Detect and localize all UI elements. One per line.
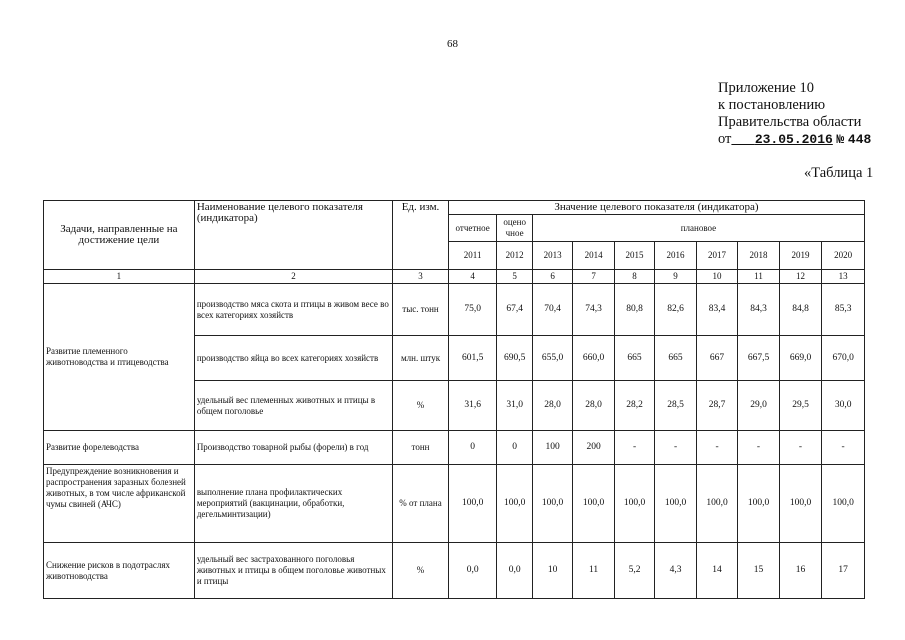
header-reported: отчетное <box>448 215 497 242</box>
indicator-cell: удельный вес застрахованного поголовья животных и птицы в общем поголовье животных и птицы <box>194 543 392 599</box>
column-number-cell: 13 <box>822 270 865 284</box>
task-cell: Развитие племенного животноводства и птицеводства <box>44 284 195 431</box>
value-cell: 11 <box>573 543 614 599</box>
value-cell: 100,0 <box>497 465 532 543</box>
indicator-cell: выполнение плана профилактических мероприятий (вакцинации, обработки, дегельминтизации) <box>194 465 392 543</box>
value-cell: 100,0 <box>448 465 497 543</box>
value-cell: 665 <box>655 336 696 381</box>
value-cell: 100,0 <box>573 465 614 543</box>
task-cell: Снижение рисков в подотраслях животноводства <box>44 543 195 599</box>
appendix-line-2: к постановлению <box>718 97 826 113</box>
year-cell: 2011 <box>448 242 497 270</box>
column-numbers-row <box>44 270 865 284</box>
value-cell: 100,0 <box>822 465 865 543</box>
value-cell: 31,0 <box>497 381 532 431</box>
value-cell: 74,3 <box>573 284 614 336</box>
table-row <box>44 465 865 543</box>
value-cell: 655,0 <box>532 336 572 381</box>
value-cell: 667,5 <box>738 336 779 381</box>
header-planned: плановое <box>532 215 864 242</box>
indicator-cell: производство яйца во всех категориях хозяйств <box>194 336 392 381</box>
value-cell: 670,0 <box>822 336 865 381</box>
value-cell: 5,2 <box>614 543 654 599</box>
value-cell: 100,0 <box>696 465 737 543</box>
appendix-line-1: Приложение 10 <box>718 80 814 96</box>
value-cell: 0 <box>448 431 497 465</box>
value-cell: 84,8 <box>779 284 822 336</box>
appendix-number: 448 <box>847 132 872 147</box>
value-cell: 665 <box>614 336 654 381</box>
page-number: 68 <box>447 38 458 50</box>
header-tasks: Задачи, направленные на достижение цели <box>44 201 195 270</box>
value-cell: 100,0 <box>532 465 572 543</box>
column-number-cell: 3 <box>393 270 449 284</box>
value-cell: - <box>779 431 822 465</box>
header-estimated: оцено чное <box>497 215 532 242</box>
value-cell: 28,5 <box>655 381 696 431</box>
value-cell: 29,0 <box>738 381 779 431</box>
value-cell: 30,0 <box>822 381 865 431</box>
year-cell: 2014 <box>573 242 614 270</box>
unit-cell: тыс. тонн <box>393 284 449 336</box>
value-cell: - <box>696 431 737 465</box>
value-cell: 0 <box>497 431 532 465</box>
value-cell: 667 <box>696 336 737 381</box>
value-cell: 83,4 <box>696 284 737 336</box>
value-cell: 75,0 <box>448 284 497 336</box>
value-cell: - <box>655 431 696 465</box>
column-number-cell: 11 <box>738 270 779 284</box>
indicator-cell: удельный вес племенных животных и птицы в общем поголовье <box>194 381 392 431</box>
value-cell: 67,4 <box>497 284 532 336</box>
column-number-cell: 6 <box>532 270 572 284</box>
year-cell: 2020 <box>822 242 865 270</box>
indicator-cell: Производство товарной рыбы (форели) в год <box>194 431 392 465</box>
value-cell: 28,0 <box>573 381 614 431</box>
value-cell: 14 <box>696 543 737 599</box>
year-cell: 2016 <box>655 242 696 270</box>
column-number-cell: 1 <box>44 270 195 284</box>
value-cell: 28,0 <box>532 381 572 431</box>
column-number-cell: 10 <box>696 270 737 284</box>
unit-cell: млн. штук <box>393 336 449 381</box>
value-cell: 100,0 <box>655 465 696 543</box>
appendix-date-line <box>718 131 871 148</box>
column-number-cell: 12 <box>779 270 822 284</box>
unit-cell: % <box>393 381 449 431</box>
header-value: Значение целевого показателя (индикатора) <box>448 201 864 215</box>
year-cell: 2018 <box>738 242 779 270</box>
indicators-table <box>43 200 865 599</box>
value-cell: 100 <box>532 431 572 465</box>
unit-cell: % от плана <box>393 465 449 543</box>
task-cell: Развитие форелеводства <box>44 431 195 465</box>
value-cell: 28,7 <box>696 381 737 431</box>
column-number-cell: 7 <box>573 270 614 284</box>
value-cell: 15 <box>738 543 779 599</box>
value-cell: 660,0 <box>573 336 614 381</box>
table-row <box>44 284 865 336</box>
header-indicator: Наименование целевого показателя (индикатора) <box>194 201 392 270</box>
table-label: «Таблица 1 <box>804 165 874 181</box>
value-cell: - <box>614 431 654 465</box>
unit-cell: тонн <box>393 431 449 465</box>
table-row <box>44 543 865 599</box>
column-number-cell: 8 <box>614 270 654 284</box>
year-cell: 2013 <box>532 242 572 270</box>
year-cell: 2019 <box>779 242 822 270</box>
value-cell: 80,8 <box>614 284 654 336</box>
value-cell: 100,0 <box>614 465 654 543</box>
header-unit: Ед. изм. <box>393 201 449 270</box>
appendix-date: 23.05.2016 <box>754 132 833 147</box>
column-number-cell: 9 <box>655 270 696 284</box>
value-cell: 10 <box>532 543 572 599</box>
task-cell: Предупреждение возникновения и распространения заразных болезней животных, в том числе африканской чумы свиней (АЧС) <box>44 465 195 543</box>
appendix-date-prefix: от <box>718 131 732 147</box>
value-cell: - <box>822 431 865 465</box>
unit-cell: % <box>393 543 449 599</box>
year-cell: 2015 <box>614 242 654 270</box>
value-cell: 16 <box>779 543 822 599</box>
column-number-cell: 4 <box>448 270 497 284</box>
value-cell: 100,0 <box>779 465 822 543</box>
value-cell: 4,3 <box>655 543 696 599</box>
column-number-cell: 2 <box>194 270 392 284</box>
value-cell: 0,0 <box>497 543 532 599</box>
value-cell: 70,4 <box>532 284 572 336</box>
year-cell: 2012 <box>497 242 532 270</box>
value-cell: 82,6 <box>655 284 696 336</box>
value-cell: 669,0 <box>779 336 822 381</box>
indicator-cell: производство мяса скота и птицы в живом весе во всех категориях хозяйств <box>194 284 392 336</box>
appendix-header <box>718 80 871 148</box>
value-cell: 17 <box>822 543 865 599</box>
value-cell: 85,3 <box>822 284 865 336</box>
value-cell: 84,3 <box>738 284 779 336</box>
value-cell: - <box>738 431 779 465</box>
table-row <box>44 431 865 465</box>
value-cell: 29,5 <box>779 381 822 431</box>
value-cell: 0,0 <box>448 543 497 599</box>
value-cell: 28,2 <box>614 381 654 431</box>
column-number-cell: 5 <box>497 270 532 284</box>
value-cell: 200 <box>573 431 614 465</box>
value-cell: 31,6 <box>448 381 497 431</box>
appendix-number-sign: № <box>836 132 845 147</box>
value-cell: 100,0 <box>738 465 779 543</box>
appendix-line-3: Правительства области <box>718 114 862 130</box>
year-cell: 2017 <box>696 242 737 270</box>
value-cell: 601,5 <box>448 336 497 381</box>
value-cell: 690,5 <box>497 336 532 381</box>
